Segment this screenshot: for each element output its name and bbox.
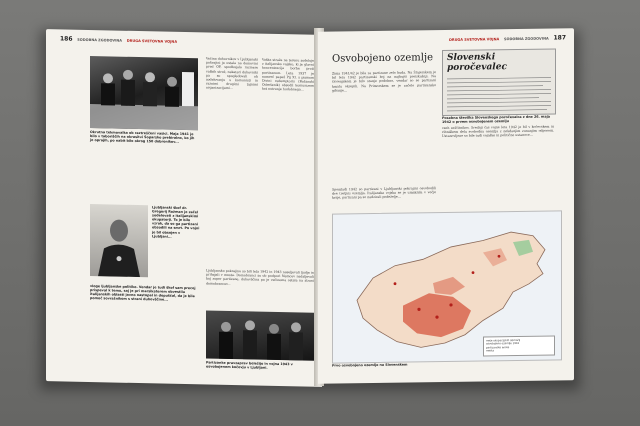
left-column-3-text: Ljubljansko pokrajino so bili leta 1942 in 1943 naseljevali ljudje in prihajali v mesta. Domobranci so ob podpori Nemcev nadaljevali boj zoper partizane, duhovščina pa je večinoma ostala na strani domobrancev... xyxy=(206,268,314,286)
bishop-portrait-image xyxy=(90,204,148,277)
left-chapter-label: DRUGA SVETOVNA VOJNA xyxy=(126,38,178,44)
photo-group-of-men xyxy=(90,56,198,130)
legend-item: mesta xyxy=(486,349,495,353)
right-page-header xyxy=(449,34,566,43)
right-chapter-label: DRUGA SVETOVNA VOJNA xyxy=(448,37,500,42)
legend-item: meje okupacijskih območij xyxy=(486,338,521,343)
legend-item: osvobojeno ozemlje 1942 xyxy=(486,342,520,346)
map-legend xyxy=(483,335,555,356)
right-column-2-text: vseh zaščitnikov. Srednji čas vojne leta 1942 je bil v kočevskem in ribniškem delu svobodna ozemlja z nekdanjim zunanjim odporom. Ustanovljene so bile tudi vojaške in politične ustanove... xyxy=(442,124,554,139)
newspaper-masthead: Slovenski poročevalec xyxy=(447,52,507,73)
legend-item: partizanske enote xyxy=(486,345,510,350)
partisan-women-image xyxy=(206,310,314,360)
map-caption: Prvo osvobojeno ozemlje na Slovenskem xyxy=(332,362,408,368)
left-column-1-text: Večina duhovnikov v Ljubljanski pokrajini je ostala na domovini pred OF, spodbujala razmere vaških straž, nekateri duhovniki pa so spogledovali ob sodelovanju s komunisti in raznimi drugimi tajnimi organizacijami... xyxy=(206,56,258,91)
photo3-caption: Partizanke pravzaprav beležijo in vojna 1943 v osvobojenem kočevju v Ljubljani. xyxy=(206,360,293,370)
newspaper-caption: Posebna številka Slovenskega poročevalca z dne 26. maja 1942 o prvem osvobojenem ozemlju xyxy=(442,114,550,125)
left-page-number: 186 xyxy=(60,35,73,43)
right-column-3-text: Spomladi 1942 so partizani v Ljubljanski pokrajini osvobodili dve tretjini ozemlja. Italijanska vojska se je umaknila v večje kraje, partizani pa so nadzirali podeželje... xyxy=(332,186,436,200)
newspaper-text-lines xyxy=(443,73,555,119)
left-column-2-text: Vaška straža na terenu sodeluje z italijansko vojsko, ki je glavni koncentracija borbe proti partizanom. Leta 1937 je namreč papež Pij XI. s pismom Divini redemptoris (Božanski Odrešenik) obsodil komunizem kot notranje hudobnega... xyxy=(262,57,314,92)
photo-partisan-women xyxy=(206,310,314,360)
newspaper-image xyxy=(442,48,556,116)
photo-group-image xyxy=(90,56,198,130)
left-bottom-text: vloge ljubljanske politike. Vendar je tudi škof sam precej prispeval k temu, saj je pri marsikaterem obvestilu italijanskih oblasti javno nastopal in dopuščal, da je bila pomoč sovražnikom s strani duhovščine... xyxy=(90,284,196,302)
right-section-label: SODOBNA ZGODOVINA xyxy=(503,36,549,42)
left-page-header xyxy=(60,35,177,44)
photo1-caption: Okrutna tekmovalka ob raztreščeni vasici. Maja 1941 je bilo v taboriščih na okrasitvi Šoparsko prebiralno, ko jih je oprajih, po nabit bilo okrog 150 dobronikov... xyxy=(90,130,195,145)
photo2-caption: Ljubljanski škof dr. Gregorij Rožman je začel sodelovati z italijanskimi okupatorji. To je bilo vzrok, da so ga partizani obsodili na smrt. Po vojni je bil obsojen v Ljubljani... xyxy=(152,205,200,239)
left-section-label: SODOBNA ZGODOVINA xyxy=(77,37,123,43)
left-page xyxy=(46,29,322,387)
right-page-number: 187 xyxy=(553,34,566,42)
right-column-1-text: Zima 1941/42 je bila za partizane zelo huda. Na Štajerskem je bil leta 1942 partizanski boj na najhujši preizkušnji. Na Gorenjskem je bilo stanje podobno, vendar so se partizani kmalu okrepili. Na Primorskem se je začelo partizansko gibanje... xyxy=(332,70,436,93)
slovenia-map xyxy=(332,210,562,363)
page-title: Osvobojeno ozemlje xyxy=(332,52,433,65)
photo-bishop-portrait xyxy=(90,204,148,277)
right-page xyxy=(318,28,574,384)
